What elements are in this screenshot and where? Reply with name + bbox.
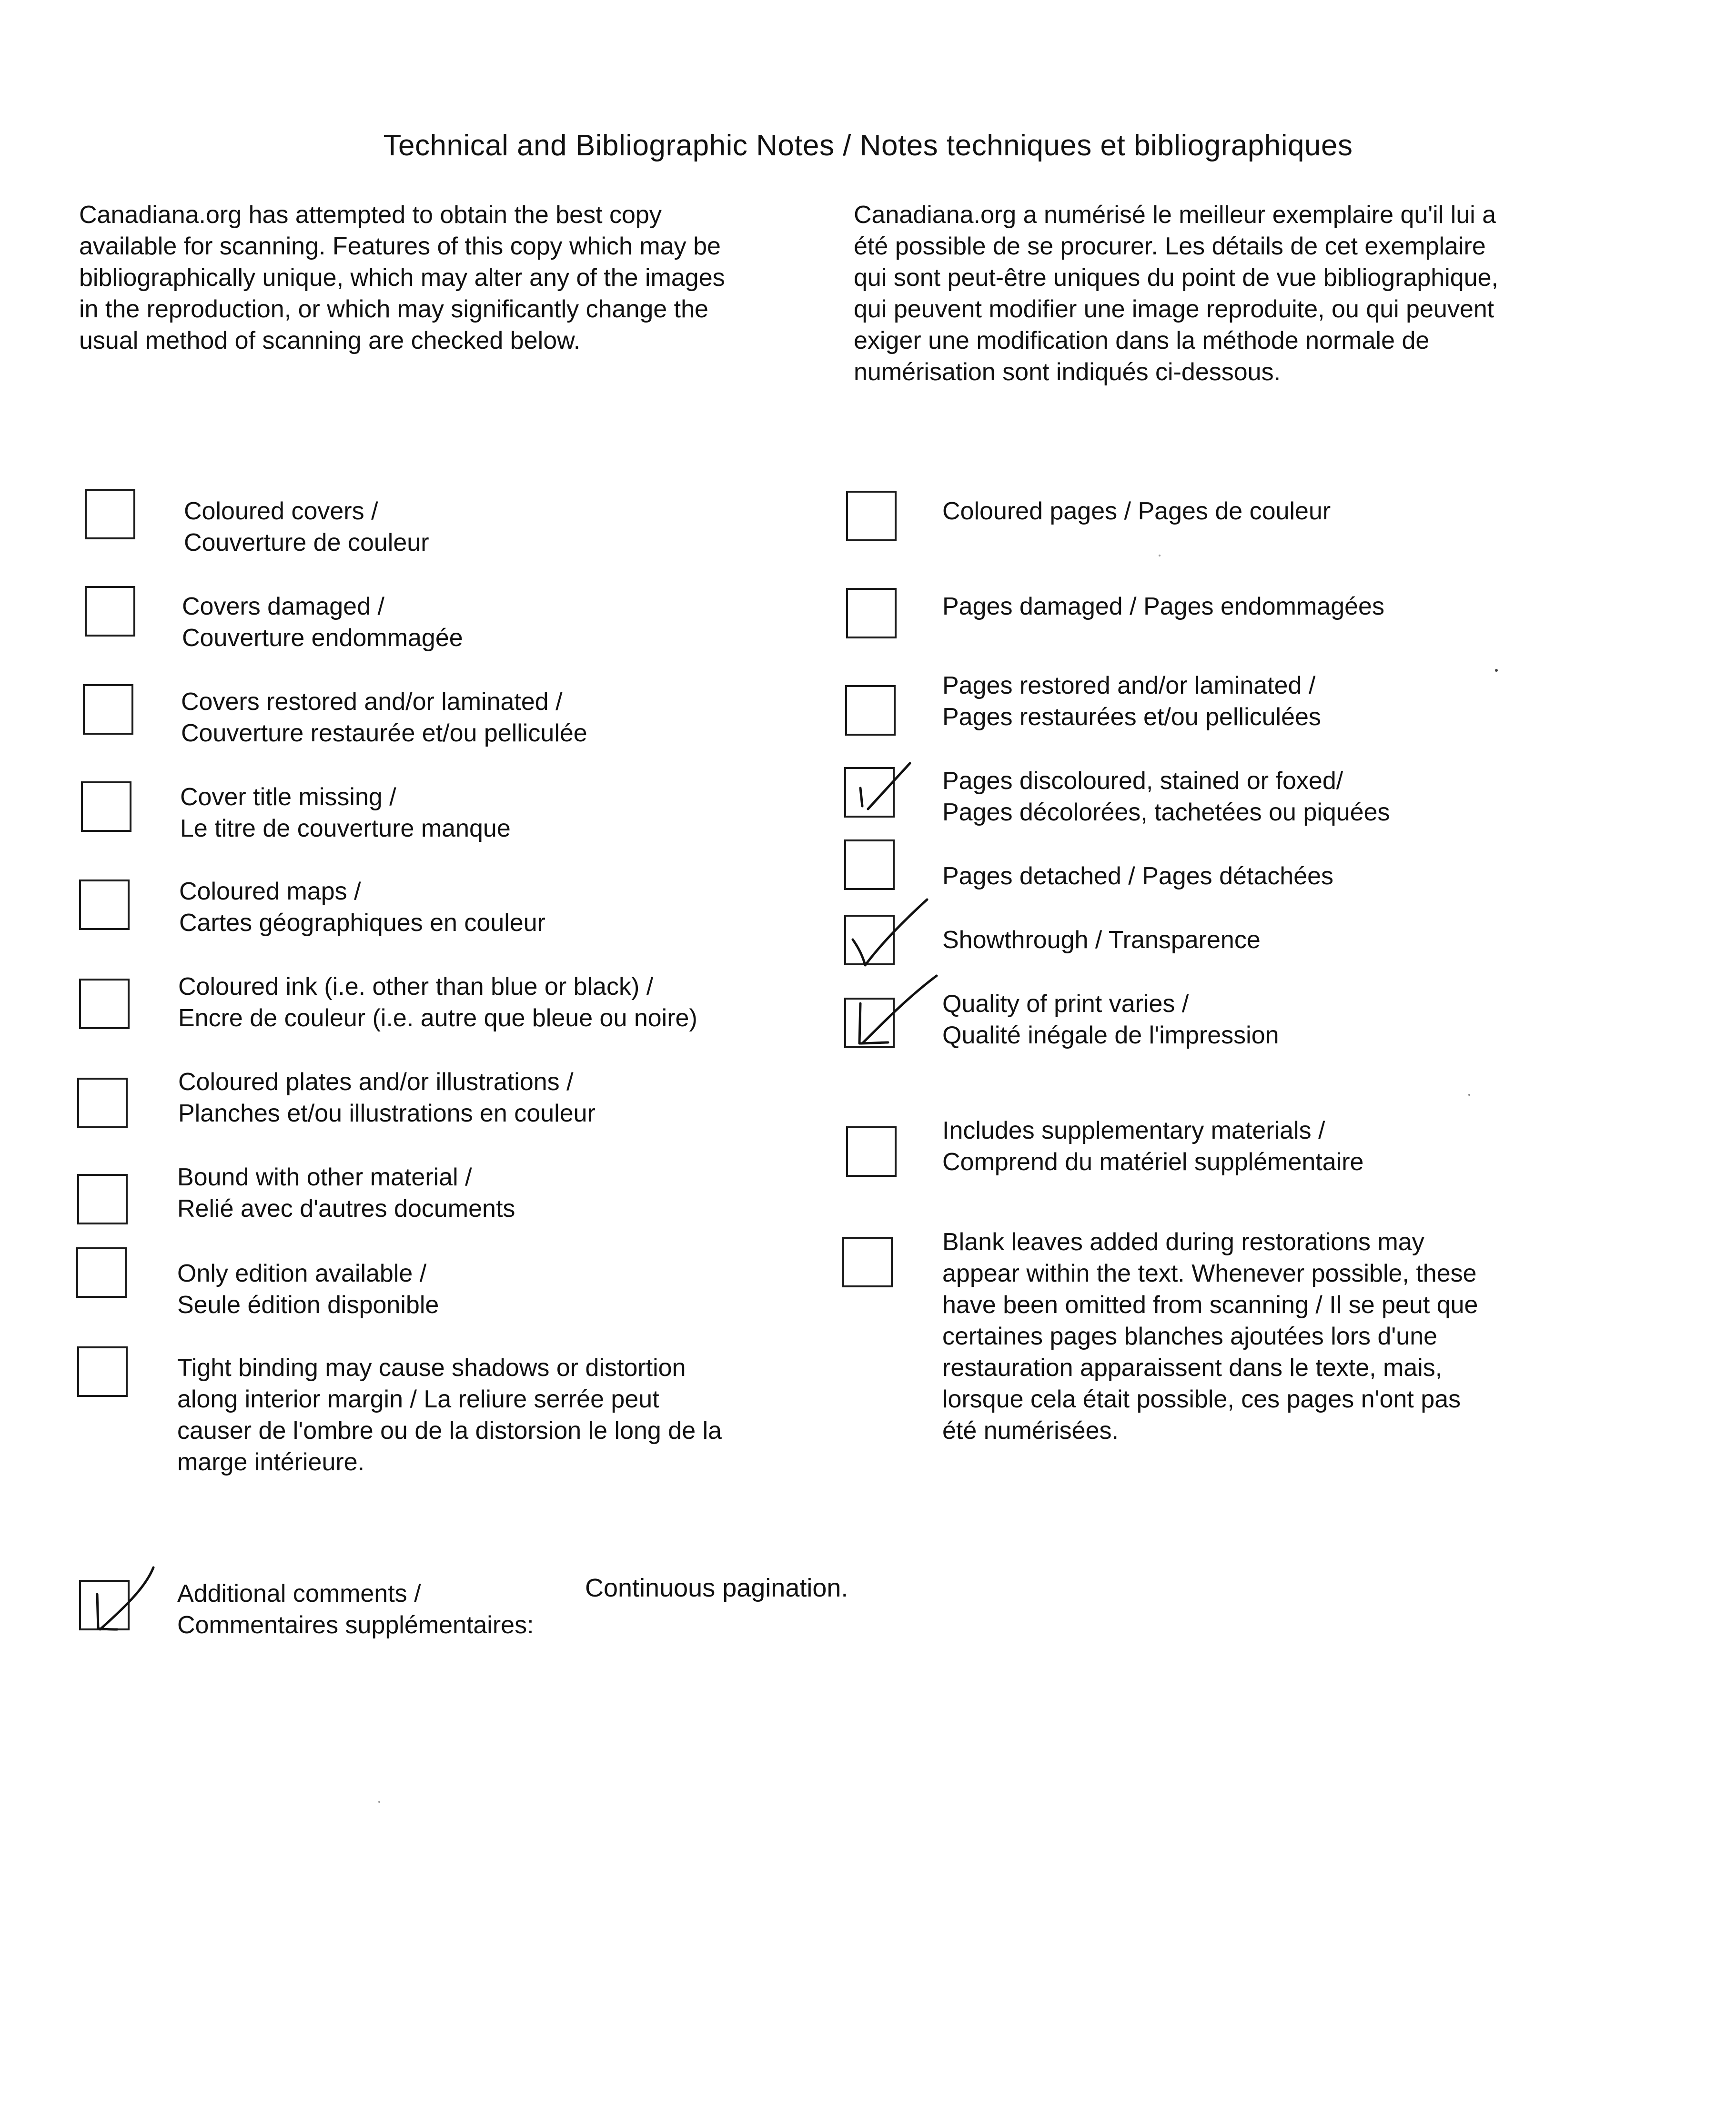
checkbox-cover-title-missing[interactable]: [81, 781, 131, 832]
label-additional-comments: Additional comments / Commentaires supplémentaires:: [177, 1580, 534, 1639]
intro-french: Canadiana.org a numérisé le meilleur exemplaire qu'il lui a été possible de se procurer. Les détails de cet exemplaire qui sont peut-être uniques du point de vue bibliographique, qui peuvent modifier une image reproduite, ou qui peuvent exiger une modification dans la méthode normale de numérisation sont indiqués ci-dessous.: [854, 201, 1498, 386]
checkbox-coloured-pages[interactable]: [846, 491, 897, 541]
label-blank-leaves: Blank leaves added during restorations may appear within the text. Whenever possible, these have been omitted from scanning / Il se peut que certaines pages blanches ajoutées lors d'une restauration apparaissent dans le texte, mais, lorsque cela était possible, ces pages n'ont pas été numérisées.: [942, 1228, 1478, 1445]
label-pages-detached: Pages detached / Pages détachées: [942, 862, 1334, 890]
checkbox-coloured-plates[interactable]: [77, 1078, 128, 1128]
label-pages-restored: Pages restored and/or laminated / Pages restaurées et/ou pelliculées: [942, 672, 1321, 731]
label-coloured-maps: Coloured maps / Cartes géographiques en couleur: [179, 878, 545, 937]
label-coloured-pages: Coloured pages / Pages de couleur: [942, 497, 1331, 525]
label-print-quality: Quality of print varies / Qualité inégale de l'impression: [942, 990, 1279, 1049]
print-quality-checkmark-icon: [843, 972, 948, 1067]
label-bound-with: Bound with other material / Relié avec d'autres documents: [177, 1163, 515, 1223]
label-only-edition: Only edition available / Seule édition disponible: [177, 1260, 439, 1319]
scan-speck: [1468, 1094, 1470, 1096]
additional-comments-checkmark-icon: [79, 1563, 184, 1658]
label-coloured-plates: Coloured plates and/or illustrations / Planches et/ou illustrations en couleur: [178, 1068, 595, 1127]
label-pages-discoloured: Pages discoloured, stained or foxed/ Pages décolorées, tachetées ou piquées: [942, 767, 1390, 826]
label-pages-damaged: Pages damaged / Pages endommagées: [942, 593, 1384, 620]
label-tight-binding: Tight binding may cause shadows or distortion along interior margin / La reliure serrée peut causer de l'ombre ou de la distorsion le long de la marge intérieure.: [177, 1354, 722, 1476]
checkbox-coloured-ink[interactable]: [79, 979, 130, 1029]
checkbox-pages-detached[interactable]: [844, 839, 895, 890]
checkbox-coloured-maps[interactable]: [79, 880, 130, 930]
label-covers-damaged: Covers damaged / Couverture endommagée: [182, 593, 463, 652]
checkbox-tight-binding[interactable]: [77, 1346, 128, 1397]
scan-speck: [378, 1801, 380, 1803]
label-coloured-covers: Coloured covers / Couverture de couleur: [184, 497, 429, 556]
checkbox-pages-damaged[interactable]: [846, 588, 897, 638]
checkbox-coloured-covers[interactable]: [85, 489, 135, 539]
pages-discoloured-checkmark-icon: [843, 753, 948, 848]
page-title: Technical and Bibliographic Notes / Notes techniques et bibliographiques: [383, 129, 1353, 162]
checkbox-bound-with[interactable]: [77, 1174, 128, 1224]
checkbox-covers-damaged[interactable]: [85, 586, 135, 637]
checkbox-covers-restored[interactable]: [83, 684, 133, 735]
checkbox-pages-restored[interactable]: [845, 685, 896, 736]
label-covers-restored: Covers restored and/or laminated / Couverture restaurée et/ou pelliculée: [181, 688, 587, 747]
checkbox-only-edition[interactable]: [76, 1247, 127, 1298]
label-cover-title-missing: Cover title missing / Le titre de couverture manque: [180, 783, 511, 842]
scan-speck: [1495, 669, 1498, 672]
checkbox-supplementary[interactable]: [846, 1126, 897, 1177]
additional-comments-value: Continuous pagination.: [585, 1574, 848, 1602]
label-supplementary: Includes supplementary materials / Comprend du matériel supplémentaire: [942, 1117, 1364, 1176]
label-coloured-ink: Coloured ink (i.e. other than blue or black) / Encre de couleur (i.e. autre que bleue ou noire): [178, 973, 697, 1032]
label-showthrough: Showthrough / Transparence: [942, 926, 1261, 954]
scan-speck: [1159, 555, 1161, 556]
checkbox-blank-leaves[interactable]: [842, 1237, 893, 1287]
intro-english: Canadiana.org has attempted to obtain the best copy available for scanning. Features of this copy which may be bibliographically unique, which may alter any of the images in the reproduction, or which may significantly change the usual method of scanning are checked below.: [79, 201, 725, 354]
